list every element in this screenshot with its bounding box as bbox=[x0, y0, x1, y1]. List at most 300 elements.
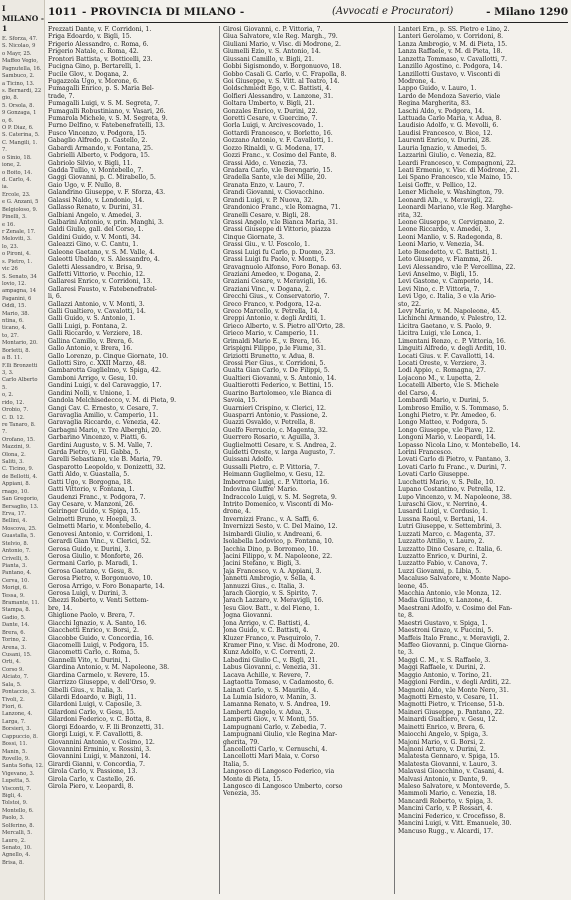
directory-entry: Gelmetti Mario, v. Montebello, 4. bbox=[48, 523, 151, 531]
gutter-line: a Ticino, 13. bbox=[2, 80, 35, 87]
gutter-line: Torino, 2. bbox=[2, 637, 28, 644]
directory-entry: Macchia Antonio, v.le Monza, 12. bbox=[398, 590, 502, 598]
directory-entry: Girola Carlo, v. Castello, 26. bbox=[48, 775, 136, 783]
directory-entry: Savoia, 15. bbox=[223, 397, 258, 405]
directory-entry: Gerosa Guido, v. Durini, 3. bbox=[48, 545, 131, 553]
directory-entry: Maiocchi Angelo, v. Spiga, 3. bbox=[398, 731, 488, 739]
directory-entry: Leto Giuseppe, v. Fiamma, 26. bbox=[398, 256, 493, 264]
gutter-line: Crivelli, 5. bbox=[2, 555, 30, 562]
gutter-line: o Pironi, 4. bbox=[2, 251, 31, 258]
directory-entry: Jona Arrigo, v. C. Battisti, 4. bbox=[223, 619, 310, 627]
gutter-line: Pagnutella, 16. bbox=[2, 65, 42, 72]
directory-entry: Gussalli Pietro, c. P. Vittoria, 7. bbox=[223, 463, 320, 471]
gutter-lines bbox=[0, 36, 44, 867]
gutter-line: 7. bbox=[2, 147, 7, 154]
directory-entry: Graziani Amedeo, v. Dogana, 2. bbox=[223, 270, 321, 278]
directory-entry: Lei Spano Francesco, v.le Maino, 15. bbox=[398, 174, 513, 182]
directory-entry: Girola Carlo, v. Passione, 13. bbox=[48, 768, 138, 776]
directory-entry: Gualtieri Giovanni, v. S. Antonio, 14. bbox=[223, 374, 337, 382]
directory-entry: Indovina Giuffre' Mario. bbox=[223, 486, 298, 494]
directory-entry: Lucchetti Mario, v. S. Pelle, 10. bbox=[398, 478, 496, 486]
directory-entry: Greco Franco, v. Podgora, 12-a. bbox=[223, 300, 322, 308]
gutter-line: Bossi, 11. bbox=[2, 741, 28, 748]
directory-entry: Gaggi Giovanni, p. C. Mirabello, 5. bbox=[48, 174, 156, 182]
directory-entry: Greppi Antonio, v. degli Arditi, 1. bbox=[223, 315, 326, 323]
gutter-line: C. Ticino, 9. bbox=[2, 466, 34, 473]
directory-entry: Garda Pietro, v. Fil. Gabba, 5. bbox=[48, 449, 141, 457]
directory-entry: Grieco Mario, v. Camperio, 11. bbox=[223, 330, 319, 338]
header-right: - Milano 1290 bbox=[486, 6, 568, 18]
directory-entry: Gabrielli Alberto, v. Podgora, 15. bbox=[48, 152, 150, 160]
directory-entry: Maffeis Italo Franc., v. Meravigli, 2. bbox=[398, 634, 510, 642]
gutter-line: a B. 11. bbox=[2, 355, 23, 362]
directory-entry: Limentani Renzo, c. P. Vittoria, 16. bbox=[398, 337, 506, 345]
directory-entry: Girardi Gianni, v. Concordia, 7. bbox=[48, 760, 145, 768]
directory-entry: Galetti Alessandro, v. Brisa, 9. bbox=[48, 263, 143, 271]
directory-entry: Jannuzzi Gius., c. Italia, 3. bbox=[223, 582, 305, 590]
directory-entry: Maggioni Ferdin., v. degli Arditi, 22. bbox=[398, 679, 511, 687]
directory-entry: Luraschi Giov., v. Nerrino, 4. bbox=[398, 501, 488, 508]
gutter-line: Solferino, 8. bbox=[2, 822, 35, 829]
directory-entry: Longo Giuseppe, v.le Piave, 12. bbox=[398, 426, 496, 434]
directory-entry: Invernizzi Franc., v. A. Saffi, 6. bbox=[223, 515, 319, 523]
directory-entry: gherita, 79. bbox=[223, 738, 260, 746]
directory-entry: sto, 22. bbox=[398, 300, 421, 308]
directory-entry: Leto Benedetto, v. C. Battisti, 1. bbox=[398, 248, 498, 256]
directory-entry: Lamberti Angelo, v. Adua, 3. bbox=[223, 708, 312, 716]
directory-entry: Lamperti Giov., v. V. Monti, 55. bbox=[223, 716, 319, 724]
directory-entry: Luzzatto Attilio, v. Lauro, 2. bbox=[398, 538, 485, 546]
directory-entry: Gandini Luigi, v. del Caravaggio, 17. bbox=[48, 382, 162, 390]
gutter-line: Bellini, 4. bbox=[2, 518, 28, 525]
directory-entry: Fumagalli Luigi, v. S. M. Segreta, 7. bbox=[48, 100, 160, 108]
directory-entry: Lombardi Mario, v. Durini, 5. bbox=[398, 397, 489, 405]
gutter-line: s. Pietro, 1. bbox=[2, 258, 33, 265]
directory-entry: Gasparotto Leopoldo, v. Donizetti, 32. bbox=[48, 463, 166, 471]
directory-entry: Guazzi Osvaldo, v. Petrella, 8. bbox=[223, 419, 316, 427]
gutter-line: Appiani, 8. bbox=[2, 481, 31, 488]
directory-entry: Majnoni Arturo, v. Durini, 2. bbox=[398, 745, 486, 753]
directory-entry: Gabardi Armando, v. Fontana, 25. bbox=[48, 144, 153, 152]
directory-entry: Lappo Guido, v. Lauro, 1. bbox=[398, 85, 477, 93]
directory-entry: Luzzati Marco, c. Magenta, 37. bbox=[398, 530, 496, 538]
directory-entry: Magnotti Pietro, v. Tricense, 51-b. bbox=[398, 701, 505, 709]
directory-entry: Levy Mario, v. M. Napoleone, 45. bbox=[398, 308, 502, 316]
directory-entry: Isolabella Lodovico, p. Fontana, 10. bbox=[223, 538, 334, 546]
directory-entry: Gallo Antonio, v. Brera, 16. bbox=[48, 345, 133, 353]
directory-entry: Grossi Pier Gius., v. Corridoni, 5. bbox=[223, 359, 326, 367]
directory-entry: Fumarola Michele, v. S. M. Segreta, 9. bbox=[48, 115, 168, 123]
column-3 bbox=[398, 26, 566, 896]
gutter-line: Santa Sofia, 12. bbox=[2, 763, 44, 770]
directory-entry: Mainardi Gualtiero, v. Gesu, 12. bbox=[398, 716, 498, 724]
gutter-line: gio, 8. bbox=[2, 95, 19, 102]
directory-entry: Maestrani Adolfo, v. Cosimo del Fan- bbox=[398, 604, 513, 612]
directory-entry: Lanzillo Agostino, c. Podgora, 14. bbox=[398, 63, 503, 71]
directory-entry: Golfieri Alessandro, v. Lanzone, 31. bbox=[223, 92, 334, 100]
gutter-line: Rovello, 9. bbox=[2, 755, 30, 762]
gutter-line: Fiori, 6. bbox=[2, 703, 23, 710]
gutter-line: E. Sforza, 47. bbox=[2, 36, 38, 42]
directory-entry: Gallaresi Enrico, v. Corridoni, 13. bbox=[48, 278, 153, 286]
left-gutter-previous-page bbox=[0, 0, 45, 900]
directory-entry: Gatti Ugo, v. Borgogna, 18. bbox=[48, 478, 133, 486]
directory-entry: Jarach Giorgio, v. S. Spirito, 7. bbox=[223, 590, 318, 598]
directory-entry: Lutri Giuseppe, v. Settembrini, 3. bbox=[398, 523, 502, 531]
gutter-line: Lupetta, 5. bbox=[2, 778, 31, 785]
directory-entry: Gonzales Enrico, v. Durini, 22. bbox=[223, 107, 318, 115]
directory-entry: Giovannini Antonio, v. Cosimo, 12. bbox=[48, 738, 155, 746]
gutter-line: Tivoli, 2. bbox=[2, 696, 25, 703]
directory-entry: Longo Matteo, v. Podgora, 5. bbox=[398, 419, 488, 427]
directory-entry: Ghezzi Roberto, v. Venti Settem- bbox=[48, 597, 149, 605]
gutter-line: C. Mangili, 1. bbox=[2, 139, 38, 146]
gutter-line: o Mayr, 25. bbox=[2, 50, 32, 57]
directory-entry: Frezzati Dante, v. F. Corridoni, 1. bbox=[48, 26, 152, 33]
directory-entry: Laschi Aldo, v. Podgora, 14. bbox=[398, 107, 485, 115]
gutter-line: e G. Anzani, 5 bbox=[2, 199, 39, 206]
directory-entry: Guglielmotti Cesare, v. S. Andrea, 2. bbox=[223, 441, 337, 449]
gutter-line: 3, 3. bbox=[2, 369, 14, 376]
directory-entry: Gualta Gian Carlo, v. De Filippi, 5. bbox=[223, 367, 330, 375]
directory-entry: Gaio Ugo, v. F. Nullo, 8. bbox=[48, 181, 122, 189]
directory-entry: Lampugnani Giulio, v.le Regina Mar- bbox=[223, 731, 338, 739]
directory-entry: Gandola Melchisedecco, v. M. di Pieta, 9. bbox=[48, 397, 177, 405]
directory-entry: Kunz Adolfo, v. C. Correnti, 2. bbox=[223, 649, 316, 657]
directory-entry: Levi Ugo, c. Italia, 3 e v.la Ario- bbox=[398, 293, 497, 301]
directory-entry: Luzzatto Fabio, v. Canova, 7. bbox=[398, 560, 488, 568]
gutter-header: I MILANO - 1 bbox=[2, 4, 45, 33]
directory-entry: Grandi Luigi, v. P. Nuova, 32. bbox=[223, 196, 314, 204]
directory-entry: Laudisi Francesco, v. Bice, 12. bbox=[398, 129, 493, 137]
directory-entry: Maggio Antonio, v. Torino, 21. bbox=[398, 671, 492, 679]
gutter-line: Senato, 10. bbox=[2, 844, 32, 851]
directory-entry: Friga Edoardo, v. Bigli, 15. bbox=[48, 33, 132, 41]
directory-entry: Guidetti Oreste, v. larga Augusto, 7. bbox=[223, 449, 336, 457]
directory-entry: Lichinchi Armando, v. Palestro, 12. bbox=[398, 315, 507, 323]
directory-entry: Gozzi Franc., v. Cosimo del Fante, 8. bbox=[223, 152, 337, 160]
directory-entry: Gallazzi Antonio, v. V. Monti, 3. bbox=[48, 300, 145, 308]
directory-page bbox=[48, 0, 568, 900]
directory-entry: Regina Margherita, 83. bbox=[398, 100, 471, 108]
directory-entry: Giacometti Carlo, c. Roma, 5. bbox=[48, 649, 140, 657]
directory-entry: Malatesta Giovanni, v. Lauro, 3. bbox=[398, 760, 498, 768]
directory-entry: Gandini Nolli, v. Unione, 1. bbox=[48, 389, 132, 397]
directory-entry: Giannelli Vito, v. Durini, 1. bbox=[48, 656, 131, 664]
directory-entry: Guissani Adolfo. bbox=[223, 456, 274, 464]
directory-entry: Giardina Carmelo, v. Revere, 15. bbox=[48, 671, 150, 679]
gutter-line: ntina, 6. bbox=[2, 318, 24, 325]
directory-entry: Lovati Carlo fu Franc., v. Durini, 7. bbox=[398, 463, 507, 471]
gutter-line: Meloviti, 3. bbox=[2, 236, 32, 243]
directory-entry: Leardi Francesco, v. Compagnoni, 22. bbox=[398, 159, 516, 167]
directory-entry: Grassi Luigi fu Carlo, p. Duomo, 23. bbox=[223, 248, 336, 256]
directory-entry: li, 6. bbox=[48, 293, 62, 301]
directory-entry: Grecchi Gius., v. Conservatorio, 7. bbox=[223, 293, 330, 301]
directory-entry: Heimann Guglielmo, v. Gesu, 12. bbox=[223, 471, 325, 479]
directory-entry: Lacava Achille, v. Revere, 7. bbox=[223, 671, 311, 679]
directory-entry: Grassi Giuseppe di Vittorio, piazza bbox=[223, 226, 331, 234]
directory-entry: Longoni Mario, v. Leopardi, 14. bbox=[398, 434, 496, 442]
directory-entry: Giussani Camillo, v. Bigli, 21. bbox=[223, 55, 314, 63]
directory-entry: Gozzano Antonio, v. F. Cavallotti, 1. bbox=[223, 137, 334, 145]
directory-entry: Giarrizzo Giuseppe, v. dell'Orso, 9. bbox=[48, 679, 156, 687]
directory-entry: Lupano Costantino, v. Petrella, 12. bbox=[398, 486, 506, 494]
directory-entry: Leoni Manlio, v. S. Radegonda, 8. bbox=[398, 233, 503, 241]
directory-entry: Leoni Mario, v. Venezia, 34. bbox=[398, 241, 484, 249]
directory-entry: Maffeo Giovanni, p. Cinque Giorna- bbox=[398, 642, 509, 650]
gutter-line: Ercole, 23. bbox=[2, 191, 31, 198]
directory-entry: Galli Guido, v. S. Antonio, 1. bbox=[48, 315, 136, 323]
gutter-line: San Gregorio, bbox=[2, 496, 39, 503]
gutter-line: to, 27. bbox=[2, 332, 19, 339]
directory-entry: Gottardi Francesco, v. Borletto, 16. bbox=[223, 129, 333, 137]
directory-entry: bre, 14. bbox=[48, 604, 73, 612]
directory-entry: Lamanna Renato, v. S. Andrea, 19. bbox=[223, 701, 331, 709]
directory-entry: Gerosa Arrigo, v. Foro Bonaparte, 14. bbox=[48, 582, 165, 590]
directory-entry: del Carso, 4. bbox=[398, 389, 438, 397]
gutter-line: o, 6. bbox=[2, 117, 14, 124]
directory-entry: Gelmetti Bruno, v. Hoepli, 3. bbox=[48, 515, 137, 523]
directory-entry: Longhi Pietro, v. Pr. Amedeo, 6. bbox=[398, 411, 497, 419]
directory-entry: Grassi Aldo, c. Venezia, 73. bbox=[223, 159, 308, 167]
page-title: - PROVINCIA DI MILANO - bbox=[82, 6, 245, 18]
directory-entry: Gilardoni Federico, v. C. Botta, 8. bbox=[48, 716, 152, 724]
directory-entry: Graziani Cesare, v. Meravigli, 16. bbox=[223, 278, 327, 286]
directory-entry: Lanza Ambrogio, v. M. di Pieta, 15. bbox=[398, 40, 508, 48]
directory-entry: rita, 32. bbox=[398, 211, 423, 219]
gutter-line: Brera, 6. bbox=[2, 629, 26, 636]
directory-entry: Leati Ermenio, v. Visc. di Modrone, 21. bbox=[398, 167, 520, 175]
directory-entry: Galeazzi Gino, v. C. Cantu, 1. bbox=[48, 241, 139, 249]
column-2 bbox=[223, 26, 391, 896]
directory-entry: Giardina Antonio, v. M. Napoleone, 38. bbox=[48, 664, 170, 672]
directory-entry: Frontori Battista, v. Botticelli, 23. bbox=[48, 55, 153, 63]
directory-entry: Lainati Carlo, v. S. Maurilio, 4. bbox=[223, 686, 319, 694]
gutter-line: Sala, 5. bbox=[2, 681, 22, 688]
gutter-line: Antonio, 7. bbox=[2, 548, 31, 555]
gutter-line: rnago, 10. bbox=[2, 488, 29, 495]
column-1 bbox=[48, 26, 216, 896]
gutter-line: Cusani, 15. bbox=[2, 652, 32, 659]
directory-entry: Lusardi Luigi, v. Cordusio, 1. bbox=[398, 508, 488, 516]
directory-entry: Jaja Francesco, v. A. Appiani, 3. bbox=[223, 567, 322, 575]
directory-entry: Isimbardi Giulio, v. Andreani, 6. bbox=[223, 530, 322, 538]
gutter-line: ampagna, 14 bbox=[2, 288, 37, 295]
directory-entry: Laudisio Adolfo, v. G. Mevolli, 6. bbox=[398, 122, 499, 130]
directory-entry: Garbagni Mario, v. Tre Alberghi, 20. bbox=[48, 426, 162, 434]
gutter-line: Dante, 14. bbox=[2, 622, 30, 629]
directory-entry: Locati Gius. v. F. Cavallotti, 14. bbox=[398, 352, 495, 360]
directory-entry: Grassi Giu., v. U. Foscolo, 1. bbox=[223, 241, 310, 249]
gutter-line: Paolo, 3. bbox=[2, 815, 25, 822]
directory-entry: Giovannini Erminio, v. Rossini, 3. bbox=[48, 745, 152, 753]
directory-entry: Grassi Luigi fu Paolo, v. Monti, 5. bbox=[223, 256, 327, 264]
directory-entry: Mancini Luigi, v. Vitt. Emanuele, 30. bbox=[398, 820, 512, 828]
gutter-line: o Boito, 14. bbox=[2, 169, 33, 176]
gutter-line: Oddi, 15. bbox=[2, 303, 27, 310]
directory-entry: Jona Guido, v. C. Battisti, 4. bbox=[223, 627, 309, 635]
directory-entry: Garelli Sebastiano, v.le B. Maria, 79. bbox=[48, 456, 163, 464]
gutter-line: 9 Gonzaga, 1 bbox=[2, 110, 37, 117]
directory-entry: Lovati Carlo di Pietro, v. Pantano, 3. bbox=[398, 456, 511, 464]
gutter-line: re Tanaro, 8. bbox=[2, 421, 36, 428]
directory-entry: Mammoli Mario, c. Venezia, 18. bbox=[398, 790, 497, 798]
directory-entry: Lanzetta Tommaso, v. Cavallotti, 7. bbox=[398, 55, 507, 63]
column-divider bbox=[219, 26, 220, 894]
directory-entry: Maestroni Grazo, v. Puccini, 5. bbox=[398, 627, 494, 635]
directory-entry: Genovesi Antonio, v. Corridoni, 1. bbox=[48, 530, 153, 538]
directory-entry: Giacobbe Guido, v. Concordia, 16. bbox=[48, 634, 154, 642]
directory-entry: Ghiglione Paolo, v. Brera, 7. bbox=[48, 612, 135, 620]
directory-entry: Lovati Carlo Giuseppe. bbox=[398, 471, 470, 479]
gutter-line: Lanzone, 4. bbox=[2, 711, 33, 718]
directory-entry: Giacchetti Enrico, v. Borsi, 2. bbox=[48, 627, 139, 635]
gutter-line: Cerva, 10. bbox=[2, 577, 30, 584]
directory-entry: Gilardoni Luigi, v. Caposile, 3. bbox=[48, 701, 142, 709]
directory-entry: Mancini Federico, v. Crocefisso, 8. bbox=[398, 812, 506, 820]
directory-entry: Magnotti Ernesto, v. Cesare, 11. bbox=[398, 693, 499, 701]
directory-entry: La Lumia Isidoro, v. Manin, 3. bbox=[223, 693, 317, 701]
directory-entry: Gerardi Gian Vinc., v. Clerici, 52. bbox=[48, 538, 151, 546]
gutter-line: Stampa, 8. bbox=[2, 607, 31, 614]
directory-entry: Gobbi Sigismondo, v. Borgonuovo, 18. bbox=[223, 63, 342, 71]
gutter-line: lovio, 12. bbox=[2, 280, 27, 287]
directory-entry: Granelli Cesare, v. Bigli, 28. bbox=[223, 211, 311, 219]
directory-entry: Garavaglia Riccardo, c. Venezia, 42. bbox=[48, 419, 161, 427]
directory-entry: Leonardi Mariano, v.le Reg. Marghe- bbox=[398, 204, 513, 212]
directory-entry: Giua Salvatore, v.le Reg. Margh., 79. bbox=[223, 33, 338, 41]
gutter-line: Montario, 20. bbox=[2, 340, 38, 347]
directory-entry: Laurenti Enrico, v. Durini, 28. bbox=[398, 137, 491, 145]
gutter-line: Orofano, 15. bbox=[2, 436, 35, 443]
directory-entry: Giuliani Mario, v. Visc. di Modrone, 2. bbox=[223, 40, 341, 48]
gutter-line: O P. Diaz, 6. bbox=[2, 125, 34, 132]
directory-entry: Imborrone Luigi, c. P. Vittoria, 16. bbox=[223, 478, 330, 486]
directory-entry: Greco Marcello, v. Petrella, 14. bbox=[223, 308, 320, 316]
directory-entry: Lancellotti Carlo, v. Cernuschi, 4. bbox=[223, 745, 328, 753]
gutter-line: Montello, 6. bbox=[2, 807, 34, 814]
directory-entry: Guerrero Rosario, v. Aguilla, 3. bbox=[223, 434, 320, 442]
gutter-line: Larga, 7. bbox=[2, 718, 26, 725]
gutter-line: Moscova, 25. bbox=[2, 525, 37, 532]
directory-entry: Jogna Giovanni. bbox=[223, 612, 273, 620]
directory-entry: Giovannini Luigi, v. Manzoni, 14. bbox=[48, 753, 151, 761]
gutter-line: Paganini, 6 bbox=[2, 295, 32, 302]
gutter-line: Stelvio, 8. bbox=[2, 540, 29, 547]
directory-entry: Malatesta Gennaro, v. Spiga, 15. bbox=[398, 753, 500, 761]
directory-entry: Maineri Giuseppe, p. Pantano, 22. bbox=[398, 708, 505, 716]
directory-entry: Mainetti Enrico, v. Brera, 6. bbox=[398, 723, 485, 731]
directory-entry: Cinque Giornate, 3. bbox=[223, 233, 285, 241]
directory-entry: Leisi Goffr., v. Pellico, 12. bbox=[398, 181, 477, 189]
directory-entry: Giorgi Luigi, v. F. Cavallotti, 8. bbox=[48, 731, 143, 739]
directory-entry: Gadda Tullio, v. Montebello, 7. bbox=[48, 167, 144, 175]
directory-entry: Maggi C. M., v. S. Raffaele, 3. bbox=[398, 656, 491, 664]
directory-entry: Granata Enzo, v. Lauro, 7. bbox=[223, 181, 305, 189]
directory-entry: Galassi Naldo, v. Londonio, 14. bbox=[48, 196, 145, 204]
directory-entry: Leone Giuseppe, v. Cervignano, 2. bbox=[398, 218, 505, 226]
directory-entry: Jacchia Dino, p. Borromeo, 10. bbox=[223, 545, 319, 553]
directory-entry: Lombroso Emilio, v. S. Tommaso, 5. bbox=[398, 404, 509, 412]
gutter-line: Saliti, 3. bbox=[2, 459, 24, 466]
directory-entry: Guarnieri Crispino, v. Clerici, 12. bbox=[223, 404, 326, 412]
directory-entry: Grandi Giovanni, v. Ciovacchino. bbox=[223, 189, 325, 197]
directory-entry: Jesu Giov. Batt., v. del Fieno, 1. bbox=[223, 604, 320, 612]
directory-entry: Mancardi Roberto, v. Spiga, 3. bbox=[398, 797, 493, 805]
directory-entry: Gambarotta Guglielmo, v. Spiga, 42. bbox=[48, 367, 161, 375]
directory-entry: Langosco di Langosco Umberto, corso bbox=[223, 783, 343, 791]
directory-entry: Fumagalli Enrico, p. S. Maria Bel- bbox=[48, 85, 154, 93]
gutter-line: Arena, 3. bbox=[2, 644, 26, 651]
directory-entry: Gangi Cav. C. Ernesto, v. Cesare, 7. bbox=[48, 404, 159, 412]
directory-entry: Graziani Vinc., v. Dogana, 2. bbox=[223, 285, 312, 293]
directory-entry: Gobbo Casali G. Carlo, v. C. Frapolla, 8. bbox=[223, 70, 347, 78]
directory-entry: Goretti Cesare, v. Guercino, 7. bbox=[223, 115, 318, 123]
directory-entry: Gozzo Rinaldi, v. G. Modena, 17. bbox=[223, 144, 324, 152]
directory-entry: Lener Michele, v. Washington, 79. bbox=[398, 189, 504, 197]
gutter-line: Pontaccio, 3. bbox=[2, 689, 36, 696]
directory-entry: Modrone, 4. bbox=[398, 77, 436, 85]
directory-entry: Lorini Francesco. bbox=[398, 449, 453, 457]
directory-entry: Galfetti Vittorio, v. Pecchio, 12. bbox=[48, 270, 146, 278]
directory-entry: Levi Alessandro, v.le P. Vercellina, 22. bbox=[398, 263, 516, 271]
gutter-line: Mercalli, 5. bbox=[2, 830, 33, 837]
directory-entry: Guelfo Ferruccio, c. Magenta, 32. bbox=[223, 426, 328, 434]
directory-entry: Lampugnani Carlo, v. Zebedia, 7. bbox=[223, 723, 327, 731]
directory-entry: te, 3. bbox=[398, 649, 414, 657]
directory-entry: Lojacono M., v. Lupetta, 2. bbox=[398, 374, 481, 382]
directory-entry: Gorla Luigi, v. Arcivescovado, 1. bbox=[223, 122, 324, 130]
gutter-line: C. D. 12. bbox=[2, 414, 25, 421]
directory-entry: Girola Piero, v. Leopardi, 8. bbox=[48, 783, 134, 791]
gutter-line: Tessa, 9. bbox=[2, 592, 25, 599]
gutter-line: S. Nicolao, 9 bbox=[2, 43, 36, 50]
gutter-line: 5. Orsola, 8. bbox=[2, 102, 35, 109]
directory-entry: Licitra Gaetano, v. S. Paolo, 9. bbox=[398, 322, 492, 330]
directory-entry: Labus Giovanni, c. Venezia, 31. bbox=[223, 664, 321, 672]
directory-entry: Guarino Bartolomeo, v.le Bianca di bbox=[223, 389, 332, 397]
directory-entry: Levi Nino, c. P. Vittoria, 7. bbox=[398, 285, 480, 293]
directory-entry: Jannetti Ambrogio, v. Sella, 4. bbox=[223, 575, 316, 583]
directory-entry: Gerosa Pietro, v. Borgonuovo, 10. bbox=[48, 575, 153, 583]
directory-entry: Gabaglio Alfredo, p. Castello, 2. bbox=[48, 137, 148, 145]
directory-entry: Gravagnuolo Alfonso, Foro Bonap. 63. bbox=[223, 263, 342, 271]
directory-entry: Grimaldi Mario E., v. Brera, 16. bbox=[223, 337, 321, 345]
directory-entry: Malvasi Antonio, v. Dante, 9. bbox=[398, 775, 488, 783]
directory-entry: Lancellotti Mari Maia, v. Corso bbox=[223, 753, 320, 761]
directory-entry: Lanzillotti Gustavo, v. Visconti di bbox=[398, 70, 501, 78]
directory-entry: Geiringer Guido, v. Spiga, 15. bbox=[48, 508, 141, 516]
directory-entry: Jacini Filippo, v. M. Napoleone, 22. bbox=[223, 552, 333, 560]
gutter-line: Orobio, 7. bbox=[2, 407, 29, 414]
directory-entry: Gualtierotti Federico, v. Bettini, 15. bbox=[223, 382, 334, 390]
gutter-line: Bigli, 4. bbox=[2, 793, 23, 800]
gutter-line: Pinelli, 3. bbox=[2, 214, 27, 221]
gutter-line: Tolstoi, 9. bbox=[2, 800, 28, 807]
directory-entry: Leonardi Alb., v. Meravigli, 22. bbox=[398, 196, 495, 204]
gutter-line: Borletti, 8. bbox=[2, 347, 31, 354]
directory-entry: Garbarino Vincenzo, v. Piatti, 6. bbox=[48, 434, 147, 442]
directory-entry: leone, 45. bbox=[398, 582, 429, 590]
directory-entry: Gallotti Siro, c. XXII Marzo, 48. bbox=[48, 359, 147, 367]
directory-entry: Lazzarini Giulio, c. Venezia, 82. bbox=[398, 152, 496, 160]
directory-entry: Gradella Sante, v.le dei Mille, 20. bbox=[223, 174, 327, 182]
directory-entry: Lanteri Ern., p. SS. Pietro e Lino, 2. bbox=[398, 26, 510, 33]
directory-entry: Galli Gualtiero, v. Cavalotti, 14. bbox=[48, 308, 146, 316]
gutter-line: Brisa, 8. bbox=[2, 859, 24, 866]
directory-entry: Gamboni Arrigo, v. Gesu, 10. bbox=[48, 374, 138, 382]
